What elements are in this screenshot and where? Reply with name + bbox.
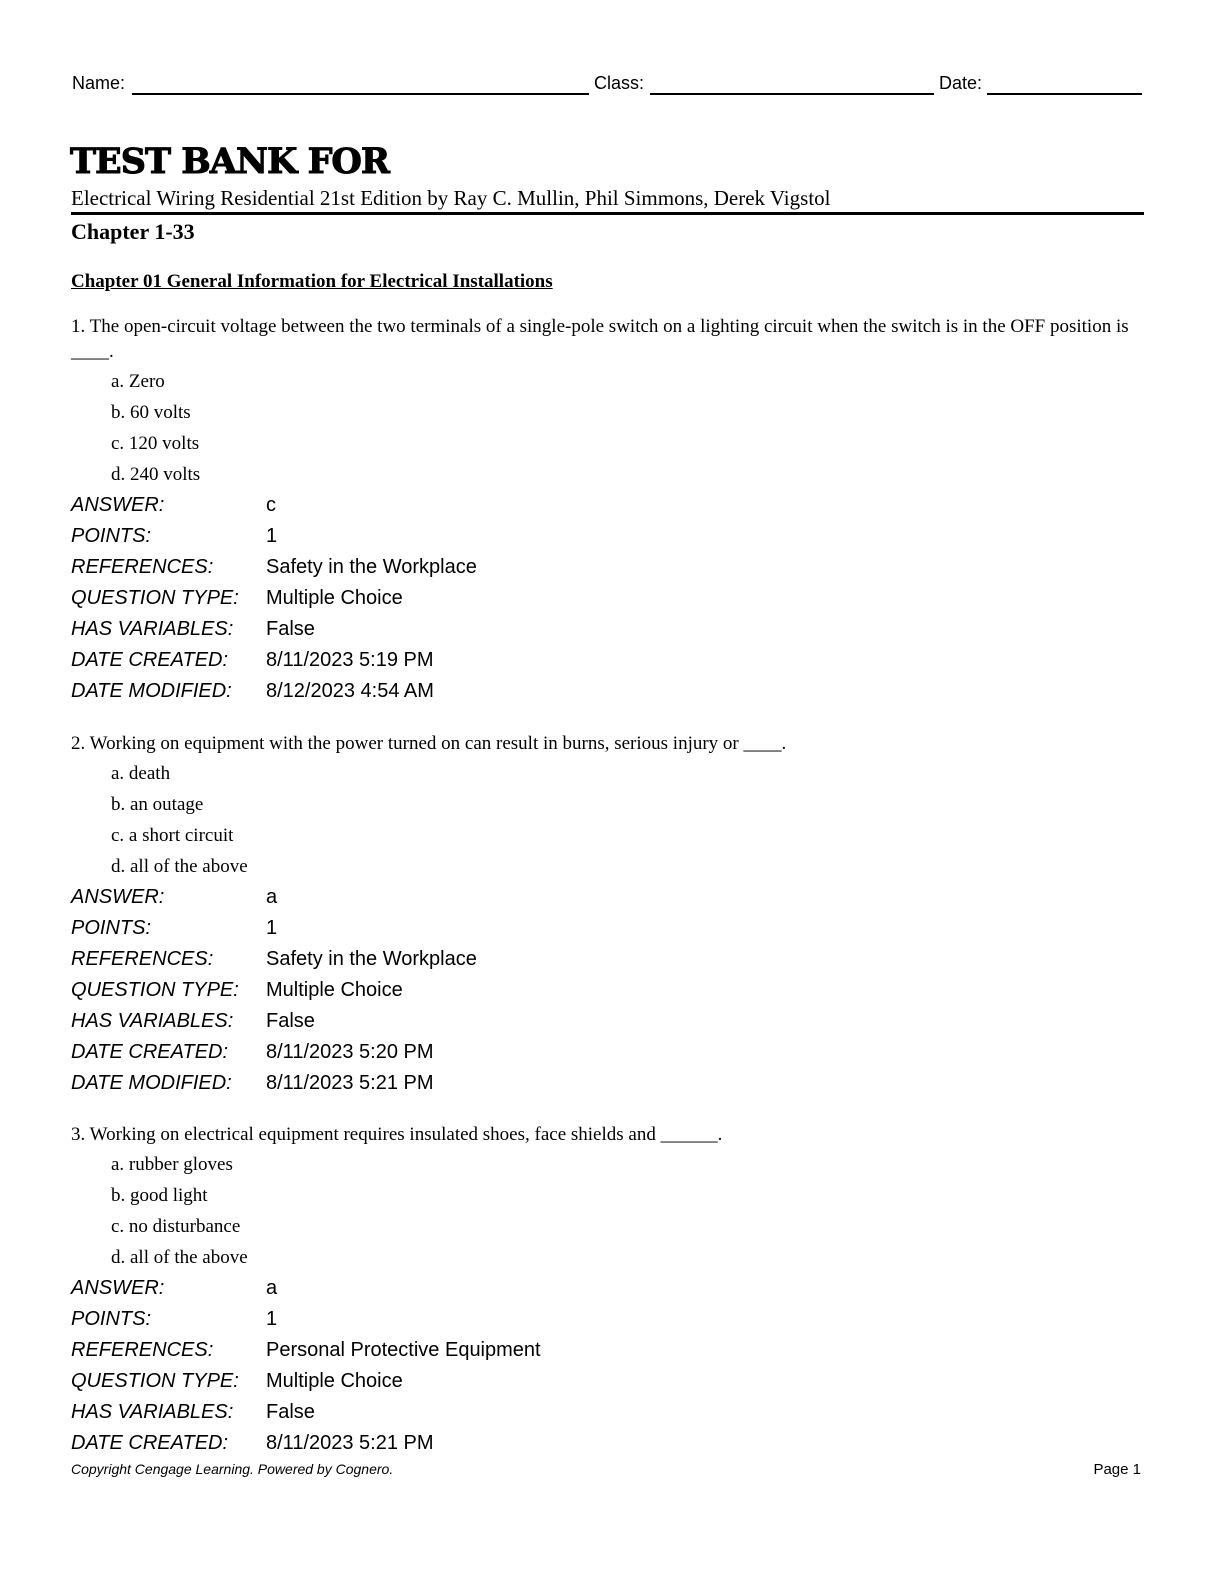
answer-value: a <box>266 1277 278 1299</box>
choice-item: a. rubber gloves <box>111 1154 233 1175</box>
choice-item: b. good light <box>111 1185 208 1206</box>
page-number: Page 1 <box>1093 1461 1141 1478</box>
choice-list <box>71 758 1146 882</box>
answer-label: ANSWER: <box>71 494 165 516</box>
choice-item: b. an outage <box>111 794 204 815</box>
question-type-value: Multiple Choice <box>266 587 403 609</box>
question-text: 3. Working on electrical equipment requires insulated shoes, face shields and ______. <box>71 1124 723 1145</box>
question-metadata <box>71 490 1146 707</box>
question-3 <box>71 1122 1146 1459</box>
question-2 <box>71 731 1146 1099</box>
choice-item: d. 240 volts <box>111 464 201 485</box>
question-type-label: QUESTION TYPE: <box>71 979 239 1001</box>
choice-item: b. 60 volts <box>111 402 191 423</box>
name-blank <box>132 93 589 95</box>
copyright-footer: Copyright Cengage Learning. Powered by Cognero. <box>71 1461 394 1477</box>
has-variables-label: HAS VARIABLES: <box>71 618 234 640</box>
question-type-value: Multiple Choice <box>266 1370 403 1392</box>
points-value: 1 <box>266 1308 278 1330</box>
points-value: 1 <box>266 525 278 547</box>
choice-item: a. Zero <box>111 371 165 392</box>
date-created-value: 8/11/2023 5:19 PM <box>266 649 434 671</box>
date-created-label: DATE CREATED: <box>71 649 229 671</box>
points-label: POINTS: <box>71 525 152 547</box>
date-blank <box>987 93 1142 95</box>
title-divider <box>71 212 1144 215</box>
choice-item: d. all of the above <box>111 1247 248 1268</box>
student-info-line <box>72 72 1142 98</box>
references-label: REFERENCES: <box>71 556 214 578</box>
answer-label: ANSWER: <box>71 886 165 908</box>
points-label: POINTS: <box>71 917 152 939</box>
question-metadata <box>71 1273 1146 1459</box>
class-blank <box>650 93 934 95</box>
chapter-heading: Chapter 01 General Information for Electrical Installations <box>71 271 553 292</box>
answer-label: ANSWER: <box>71 1277 165 1299</box>
date-created-label: DATE CREATED: <box>71 1432 229 1454</box>
choice-item: c. 120 volts <box>111 433 200 454</box>
references-value: Personal Protective Equipment <box>266 1339 541 1361</box>
has-variables-label: HAS VARIABLES: <box>71 1401 234 1423</box>
name-label: Name: <box>72 73 126 93</box>
has-variables-value: False <box>266 1401 315 1423</box>
has-variables-value: False <box>266 618 315 640</box>
date-modified-label: DATE MODIFIED: <box>71 1072 232 1094</box>
question-type-value: Multiple Choice <box>266 979 403 1001</box>
references-label: REFERENCES: <box>71 948 214 970</box>
question-type-label: QUESTION TYPE: <box>71 1370 239 1392</box>
choice-list <box>71 1149 1146 1273</box>
date-modified-value: 8/12/2023 4:54 AM <box>266 680 434 702</box>
points-label: POINTS: <box>71 1308 152 1330</box>
date-label: Date: <box>939 73 983 93</box>
references-value: Safety in the Workplace <box>266 948 477 970</box>
choice-item: c. a short circuit <box>111 825 234 846</box>
question-text: 1. The open-circuit voltage between the two terminals of a single-pole switch on a lighting circuit when the switch is in the OFF position is ____. <box>71 316 1129 362</box>
question-metadata <box>71 882 1146 1099</box>
references-value: Safety in the Workplace <box>266 556 477 578</box>
answer-value: c <box>266 494 276 516</box>
choice-item: d. all of the above <box>111 856 248 877</box>
date-created-value: 8/11/2023 5:20 PM <box>266 1041 434 1063</box>
references-label: REFERENCES: <box>71 1339 214 1361</box>
chapter-range: Chapter 1-33 <box>71 219 195 244</box>
date-modified-label: DATE MODIFIED: <box>71 680 232 702</box>
points-value: 1 <box>266 917 278 939</box>
date-modified-value: 8/11/2023 5:21 PM <box>266 1072 434 1094</box>
book-subtitle: Electrical Wiring Residential 21st Edition by Ray C. Mullin, Phil Simmons, Derek Vigstol <box>71 186 831 210</box>
page-title: TEST BANK FOR <box>70 141 389 182</box>
class-label: Class: <box>594 73 645 93</box>
question-1 <box>71 314 1146 707</box>
has-variables-label: HAS VARIABLES: <box>71 1010 234 1032</box>
question-type-label: QUESTION TYPE: <box>71 587 239 609</box>
has-variables-value: False <box>266 1010 315 1032</box>
question-text: 2. Working on equipment with the power turned on can result in burns, serious injury or ____. <box>71 733 787 754</box>
choice-item: a. death <box>111 763 171 784</box>
date-created-value: 8/11/2023 5:21 PM <box>266 1432 434 1454</box>
choice-list <box>71 366 1146 490</box>
answer-value: a <box>266 886 278 908</box>
choice-item: c. no disturbance <box>111 1216 241 1237</box>
date-created-label: DATE CREATED: <box>71 1041 229 1063</box>
